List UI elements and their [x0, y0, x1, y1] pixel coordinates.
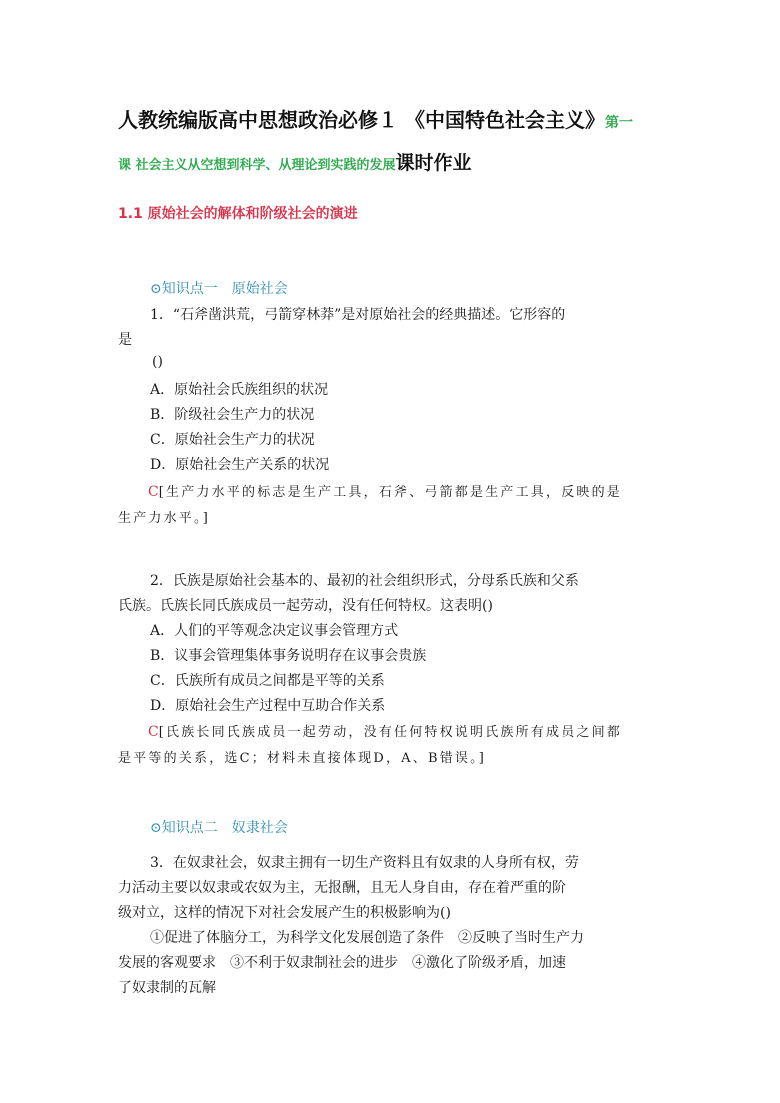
title-main-text: 人教统编版高中思想政治必修１ 《中国特色社会主义》	[118, 108, 605, 132]
knowledge-point-2: ⊙知识点二 奴隶社会	[150, 820, 288, 836]
q1-stem-line2: 是	[118, 332, 132, 348]
q2-option-c: C．氏族所有成员之间都是平等的关系	[150, 673, 385, 689]
q2-option-b: B．议事会管理集体事务说明存在议事会贵族	[150, 648, 427, 664]
q3-choices-line1: ①促进了体脑分工，为科学文化发展创造了条件 ②反映了当时生产力	[150, 930, 584, 946]
q2-stem-line1: 2．氏族是原始社会基本的、最初的社会组织形式，分母系氏族和父系	[150, 573, 579, 589]
q2-option-d: D．原始社会生产过程中互助合作关系	[150, 698, 386, 714]
q1-answer-line2: 生产力水平。]	[118, 511, 210, 526]
q2-stem-line2: 氏族。氏族长同氏族成员一起劳动，没有任何特权。这表明()	[118, 598, 493, 614]
document-title-line2	[118, 148, 472, 175]
q3-stem-line1: 3．在奴隶社会，奴隶主拥有一切生产资料且有奴隶的人身所有权，劳	[150, 855, 579, 871]
q1-answer-letter: C	[148, 484, 159, 500]
q1-option-b: B．阶级社会生产力的状况	[150, 407, 315, 423]
q2-answer-line2: 是平等的关系，选C；材料未直接体现D，A、B错误。]	[118, 751, 487, 766]
q3-choices-line3: 了奴隶制的瓦解	[118, 980, 216, 996]
section-heading: 1.1 原始社会的解体和阶级社会的演进	[118, 206, 358, 222]
q3-stem-line3: 级对立，这样的情况下对社会发展产生的积极影响为()	[118, 905, 451, 921]
title-green-text: 第一	[604, 115, 633, 131]
homework-label: 课时作业	[395, 152, 472, 174]
q1-option-c: C．原始社会生产力的状况	[150, 432, 315, 448]
q1-option-d: D．原始社会生产关系的状况	[150, 457, 330, 473]
knowledge-point-1: ⊙知识点一 原始社会	[150, 281, 288, 297]
q2-answer-explanation: [氏族长同氏族成员一起劳动，没有任何特权说明氏族所有成员之间都	[158, 725, 622, 740]
q2-option-a: A．人们的平等观念决定议事会管理方式	[150, 623, 399, 639]
q1-answer-line1	[148, 481, 622, 500]
q3-choices-line2: 发展的客观要求 ③不利于奴隶制社会的进步 ④激化了阶级矛盾，加速	[118, 955, 566, 971]
q1-answer-explanation: [生产力水平的标志是生产工具，石斧、弓箭都是生产工具，反映的是	[158, 485, 622, 500]
document-title-line1	[118, 104, 633, 133]
q3-stem-line2: 力活动主要以奴隶或农奴为主，无报酬，且无人身自由，存在着严重的阶	[118, 880, 566, 896]
q2-answer-line1	[148, 721, 622, 740]
q1-option-a: A．原始社会氏族组织的状况	[150, 382, 329, 398]
q1-blank: ()	[152, 354, 163, 370]
lesson-title-text: 课 社会主义从空想到科学、从理论到实践的发展	[118, 158, 396, 173]
q1-stem-line1: 1．“石斧凿洪荒，弓箭穿林莽”是对原始社会的经典描述。它形容的	[150, 307, 566, 323]
q2-answer-letter: C	[148, 724, 159, 740]
